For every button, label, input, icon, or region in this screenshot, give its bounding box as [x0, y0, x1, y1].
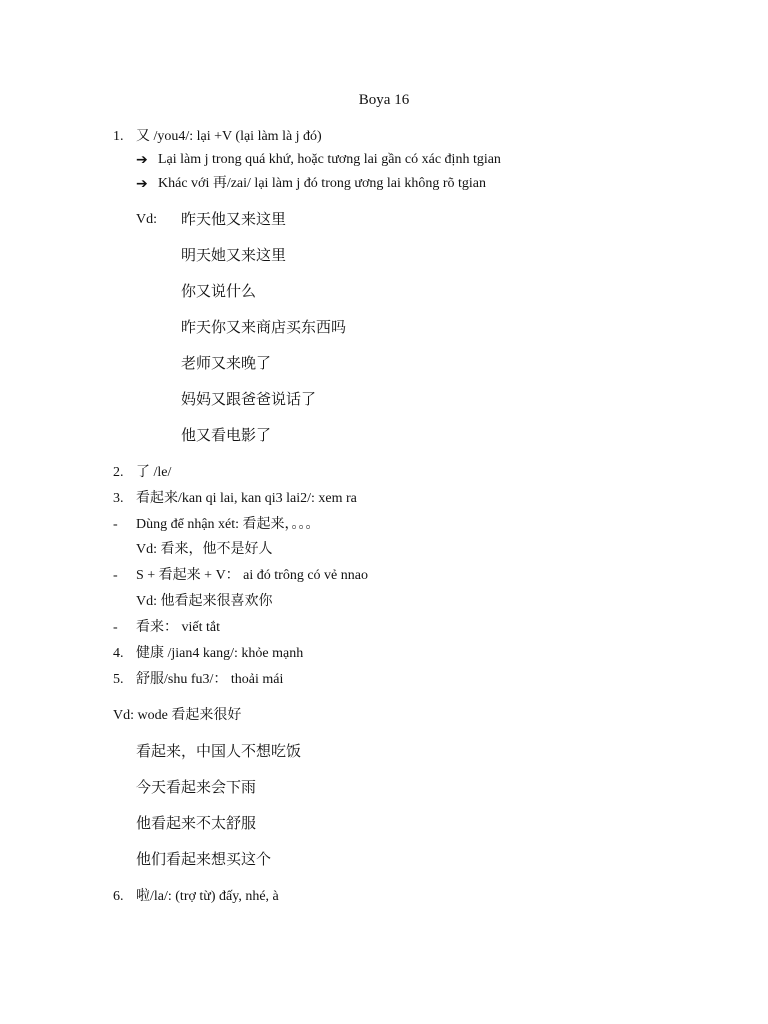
item-3-sub-2-example: Vd: 他看起来很喜欢你 — [136, 594, 273, 609]
item-6-text: 啦/la/: (trợ từ) đấy, nhé, à — [136, 889, 279, 904]
item-1-number: 1. — [113, 129, 124, 144]
item-3-sub-2: S + 看起来 + V： ai đó trông có vẻ nnao — [136, 568, 368, 583]
example-sentence: 老师又来晚了 — [181, 354, 272, 372]
item-1-text: 又 /you4/: lại +V (lại làm là j đó) — [136, 129, 322, 144]
item-3-number: 3. — [113, 491, 124, 506]
bullet-dash: - — [113, 517, 118, 532]
arrow-icon: ➔ — [136, 152, 148, 168]
item-3-sub-1-example: Vd: 看来，他不是好人 — [136, 542, 273, 557]
item-4-number: 4. — [113, 646, 124, 661]
example-sentence: 他看起来不太舒服 — [136, 814, 257, 832]
item-1-arrow-1: Lại làm j trong quá khứ, hoặc tương lai gần có xác định tgian — [158, 152, 501, 167]
item-1-vd-label: Vd: — [136, 212, 157, 227]
item-2-number: 2. — [113, 465, 124, 480]
bullet-dash: - — [113, 620, 118, 635]
item-3-sub-3: 看来： viết tắt — [136, 620, 220, 635]
vd-2-first-example: Vd: wode 看起来很好 — [113, 708, 242, 723]
example-sentence: 昨天他又来这里 — [181, 210, 287, 228]
item-2-text: 了 /le/ — [136, 465, 172, 480]
item-3-sub-1: Dùng để nhận xét: 看起来，。。。 — [136, 517, 320, 532]
document-title: Boya 16 — [358, 92, 410, 108]
example-sentence: 妈妈又跟爸爸说话了 — [181, 390, 317, 408]
example-sentence: 他们看起来想买这个 — [136, 850, 272, 868]
example-sentence: 昨天你又来商店买东西吗 — [181, 318, 347, 336]
item-3-text: 看起来/kan qi lai, kan qi3 lai2/: xem ra — [136, 491, 357, 506]
item-5-text: 舒服/shu fu3/： thoải mái — [136, 672, 284, 687]
example-sentence: 明天她又来这里 — [181, 246, 287, 264]
example-sentence: 他又看电影了 — [181, 426, 272, 444]
item-5-number: 5. — [113, 672, 124, 687]
example-sentence: 今天看起来会下雨 — [136, 778, 257, 796]
example-sentence: 你又说什么 — [181, 282, 257, 300]
arrow-icon: ➔ — [136, 176, 148, 192]
example-sentence: 看起来，中国人不想吃饭 — [136, 742, 302, 760]
item-6-number: 6. — [113, 889, 124, 904]
item-4-text: 健康 /jian4 kang/: khỏe mạnh — [136, 646, 304, 661]
bullet-dash: - — [113, 568, 118, 583]
item-1-arrow-2: Khác với 再/zai/ lại làm j đó trong ương lai không rõ tgian — [158, 176, 486, 191]
